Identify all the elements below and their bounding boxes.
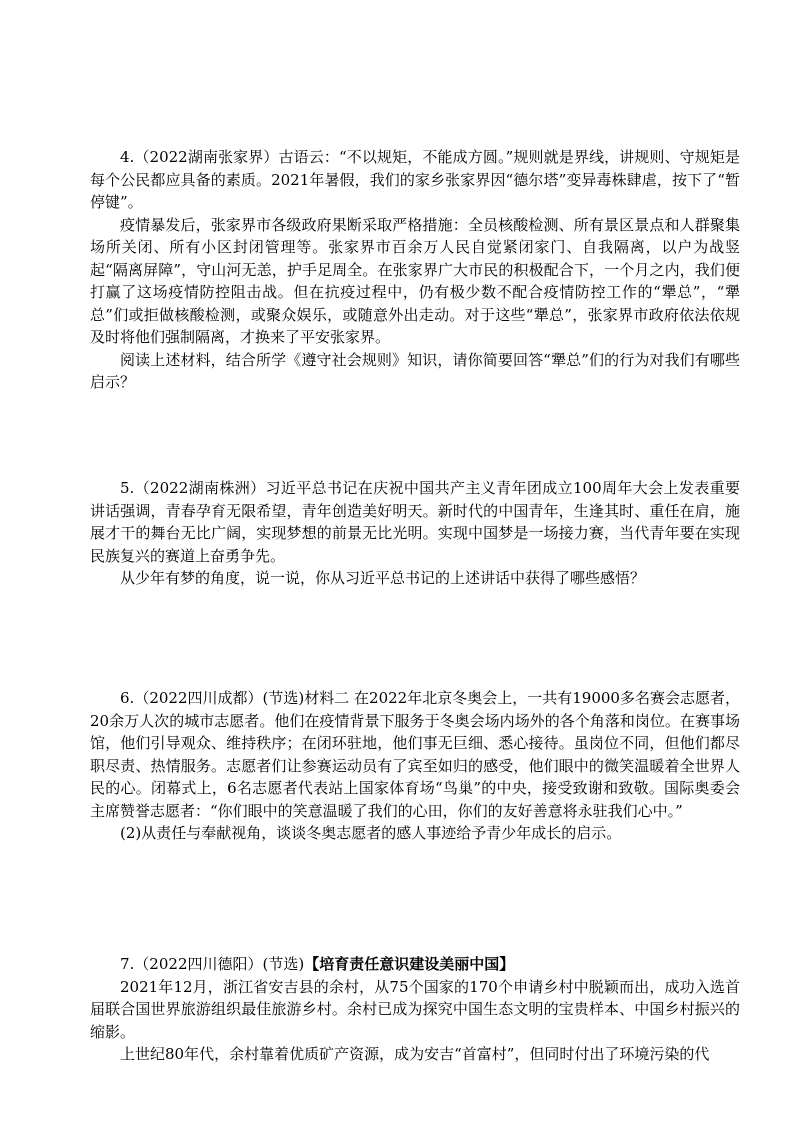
question-4 [90, 146, 740, 394]
question-7-material-1: 2021年12月，浙江省安吉县的余村，从75个国家的170个申请乡村中脱颖而出，成功入选首届联合国世界旅游组织最佳旅游乡村。余村已成为探究中国生态文明的宝贵样本、中国乡村振兴的缩影。 [90, 977, 740, 1041]
question-5-stem: 5.（2022湖南株洲）习近平总书记在庆祝中国共产主义青年团成立100周年大会上发表重要讲话强调，青春孕育无限希望，青年创造美好明天。新时代的中国青年，生逢其时、重任在肩，施展才干的舞台无比广阔，实现梦想的前景无比光明。实现中国梦是一场接力赛，当代青年要在实现民族复兴的赛道上奋勇争先。 [90, 479, 740, 565]
question-7-header [90, 953, 740, 976]
question-6-stem: 6.（2022四川成都）(节选)材料二 在2022年北京冬奥会上，一共有19000多名赛会志愿者，20余万人次的城市志愿者。他们在疫情背景下服务于冬奥会场内场外的各个角落和岗位。在赛事场馆，他们引导观众、维持秩序；在闭环驻地，他们事无巨细、悉心接待。虽岗位不同，但他们都尽职尽责、热情服务。志愿者们让参赛运动员有了宾至如归的感受，他们眼中的微笑温暖着全世界人民的心。闭幕式上，6名志愿者代表站上国家体育场“鸟巢”的中央，接受致谢和致敬。国际奥委会主席赞誉志愿者：“你们眼中的笑意温暖了我们的心田，你们的友好善意将永驻我们心中。” [90, 689, 740, 820]
question-7-material-2: 上世纪80年代，余村靠着优质矿产资源，成为安吉“首富村”，但同时付出了环境污染的代 [120, 1045, 710, 1063]
question-4-material: 疫情暴发后，张家界市各级政府果断采取严格措施：全员核酸检测、所有景区景点和人群聚集场所关闭、所有小区封闭管理等。张家界市百余万人民自觉紧闭家门、自我隔离，以户为战竖起“隔离屏障”，守山河无恙，护手足周全。在张家界广大市民的积极配合下，一个月之内，我们便打赢了这场疫情防控阻击战。但在抗疫过程中，仍有极少数不配合疫情防控工作的“犟总”，“犟总”们或拒做核酸检测，或聚众娱乐，或随意外出走动。对于这些“犟总”，张家界市政府依法依规及时将他们强制隔离，才换来了平安张家界。 [90, 215, 740, 346]
question-6-prompt: (2)从责任与奉献视角，谈谈冬奥志愿者的感人事迹给予青少年成长的启示。 [120, 824, 622, 842]
question-7-source: 7.（2022四川德阳）(节选) [120, 955, 305, 973]
question-7-topic: 【培育责任意识建设美丽中国】 [304, 955, 515, 973]
question-4-prompt: 阅读上述材料，结合所学《遵守社会规则》知识，请你简要回答“犟总”们的行为对我们有哪些启示？ [90, 350, 740, 391]
question-6 [90, 687, 740, 845]
question-7 [90, 953, 740, 1066]
question-5 [90, 477, 740, 590]
question-5-prompt: 从少年有梦的角度，说一说，你从习近平总书记的上述讲话中获得了哪些感悟？ [120, 569, 646, 587]
question-4-stem: 4.（2022湖南张家界）古语云：“不以规矩，不能成方圆。”规则就是界线，讲规则、守规矩是每个公民都应具备的素质。2021年暑假，我们的家乡张家界因“德尔塔”变异毒株肆虐，按下了“暂停键”。 [90, 148, 740, 211]
